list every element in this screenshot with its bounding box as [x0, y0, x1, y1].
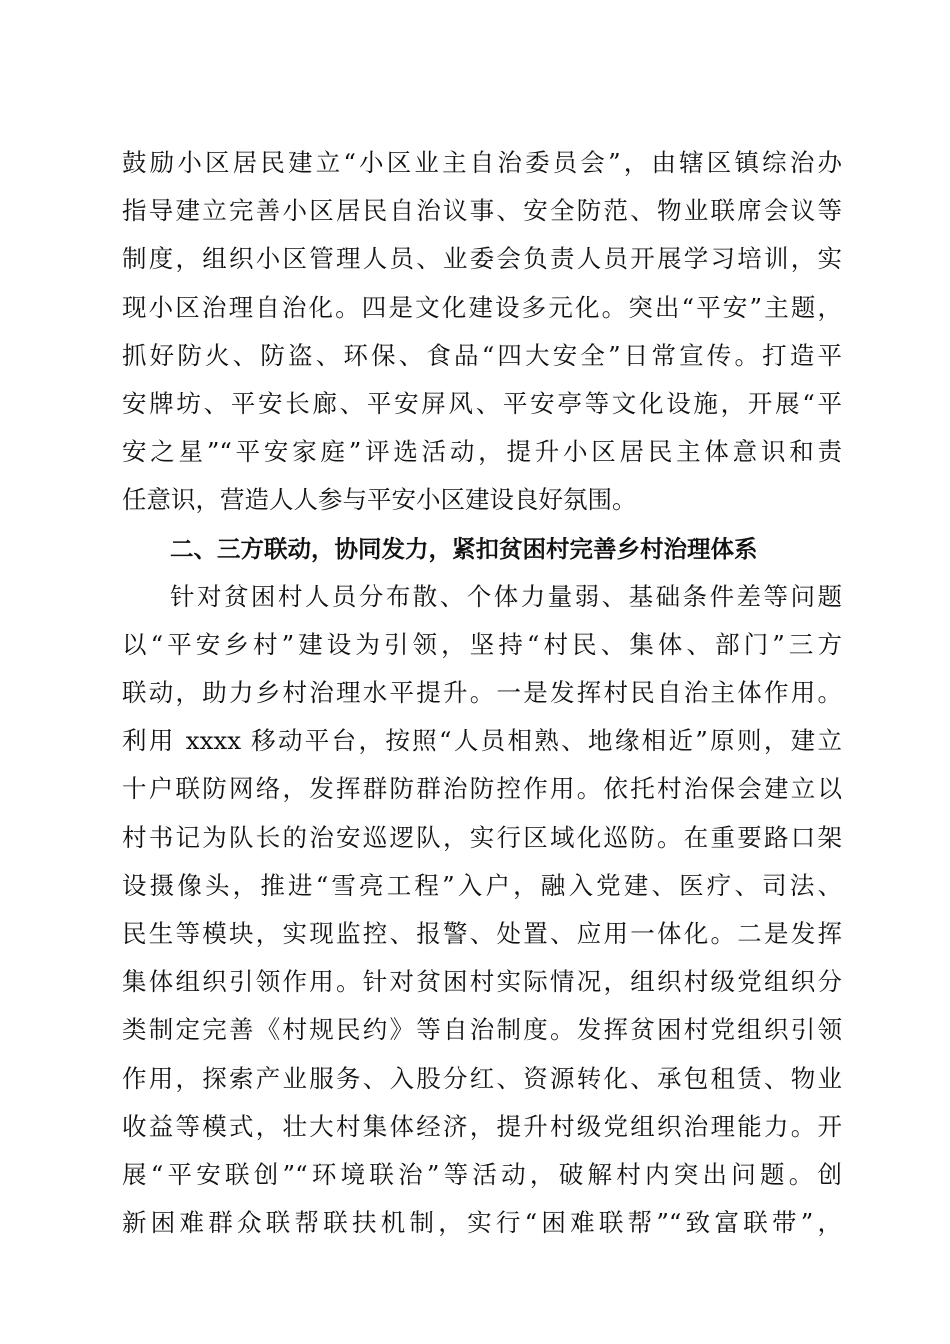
body-line: 安之星”“平安家庭”评选活动，提升小区居民主体意识和责 [122, 437, 842, 467]
body-line: 收益等模式，壮大村集体经济，提升村级党组织治理能力。开 [122, 1111, 842, 1141]
body-line: 以“平安乡村”建设为引领，坚持“村民、集体、部门”三方 [122, 629, 842, 659]
body-line: 制度，组织小区管理人员、业委会负责人员开展学习培训，实 [122, 244, 842, 274]
document-body [122, 139, 842, 1247]
body-line: 现小区治理自治化。四是文化建设多元化。突出“平安”主题， [122, 292, 842, 322]
body-line: 作用，探索产业服务、入股分红、资源转化、承包租赁、物业 [122, 1063, 842, 1093]
body-line: 针对贫困村人员分布散、个体力量弱、基础条件差等问题 [170, 581, 842, 611]
body-line: 指导建立完善小区居民自治议事、安全防范、物业联席会议等 [122, 196, 842, 226]
body-line: 展“平安联创”“环境联治”等活动，破解村内突出问题。创 [122, 1159, 842, 1189]
body-line: 任意识，营造人人参与平安小区建设良好氛围。 [122, 485, 637, 515]
body-line: 集体组织引领作用。针对贫困村实际情况，组织村级党组织分 [122, 967, 842, 997]
section-heading: 二、三方联动，协同发力，紧扣贫困村完善乡村治理体系 [170, 534, 758, 563]
body-line: 利用 xxxx 移动平台，按照“人员相熟、地缘相近”原则，建立 [122, 726, 842, 756]
body-line: 设摄像头，推进“雪亮工程”入户，融入党建、医疗、司法、 [122, 870, 842, 900]
body-line: 新困难群众联帮联扶机制，实行“困难联帮”“致富联带”， [122, 1208, 842, 1238]
body-line: 安牌坊、平安长廊、平安屏风、平安亭等文化设施，开展“平 [122, 388, 842, 418]
body-line: 联动，助力乡村治理水平提升。一是发挥村民自治主体作用。 [122, 678, 842, 708]
body-line: 十户联防网络，发挥群防群治防控作用。依托村治保会建立以 [122, 774, 842, 804]
body-line: 民生等模块，实现监控、报警、处置、应用一体化。二是发挥 [122, 919, 842, 948]
body-line: 抓好防火、防盗、环保、食品“四大安全”日常宣传。打造平 [122, 340, 842, 370]
body-line: 鼓励小区居民建立“小区业主自治委员会”，由辖区镇综治办 [122, 148, 842, 177]
body-line: 类制定完善《村规民约》等自治制度。发挥贫困村党组织引领 [122, 1015, 842, 1045]
body-line: 村书记为队长的治安巡逻队，实行区域化巡防。在重要路口架 [122, 822, 842, 852]
